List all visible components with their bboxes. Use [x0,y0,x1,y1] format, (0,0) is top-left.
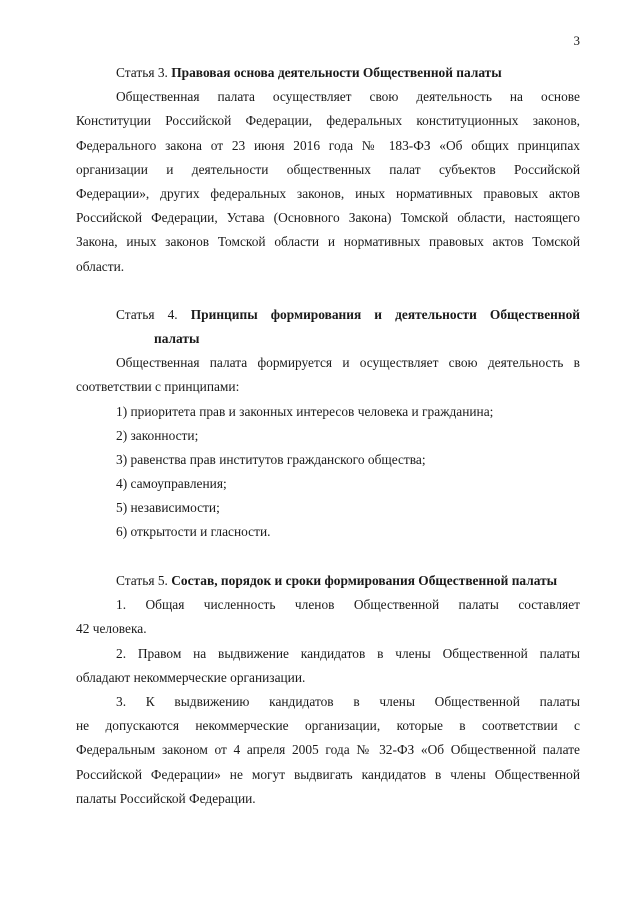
article5-paragraph2-line: обладают некоммерческие организации. [76,670,306,685]
article5-paragraph1-line: 42 человека. [76,621,147,636]
article4-intro-line: соответствии с принципами: [76,379,240,394]
article5-label: Статья 5. [116,573,168,588]
article5-paragraph3-line: Федеральным законом от 4 апреля 2005 года № 32-ФЗ «Об Общественной палате [76,742,580,757]
article4-title-continued [76,331,580,347]
article5-title: Состав, порядок и сроки формирования Общественной палаты [171,573,558,588]
article3-heading [76,65,580,81]
article5-heading [76,573,580,589]
article3-line: Конституции Российской Федерации, федеральных конституционных законов, [76,113,580,128]
article4-title-line2: палаты [154,331,200,346]
article5-paragraph3-line: палаты Российской Федерации. [76,791,256,806]
page-number: 3 [573,33,580,48]
article4-label: Статья 4. [116,307,178,322]
article4-principle-item: 5) независимости; [116,500,220,515]
article4-principle-item: 4) самоуправления; [116,476,227,491]
article4-principle-item: 3) равенства прав институтов гражданского общества; [116,452,426,467]
article4-principle-item: 6) открытости и гласности. [116,524,271,539]
article3-line: Федерации», других федеральных законов, иных нормативных правовых актов [76,186,580,201]
article3-line: Российской Федерации, Устава (Основного Закона) Томской области, настоящего [76,210,580,225]
article4-heading [76,307,580,323]
article3-line: Федерального закона от 23 июня 2016 года № 183-ФЗ «Об общих принципах [76,138,580,153]
article5-paragraph1-line: 1. Общая численность членов Общественной палаты составляет [116,597,580,612]
article3-line: организации и деятельности общественных палат субъектов Российской [76,162,580,177]
article5-paragraph2-line: 2. Правом на выдвижение кандидатов в члены Общественной палаты [116,646,580,661]
article3-line: области. [76,259,125,274]
article5-paragraph3-line: не допускаются некоммерческие организации, которые в соответствии с [76,718,580,733]
article5-paragraph3-line: Российской Федерации» не могут выдвигать кандидатов в члены Общественной [76,767,580,782]
article4-principle-item: 1) приоритета прав и законных интересов человека и гражданина; [116,404,494,419]
article3-line: Закона, иных законов Томской области и нормативных правовых актов Томской [76,234,580,249]
article4-title: Принципы формирования и деятельности Общественной [190,307,580,322]
article3-line: Общественная палата осуществляет свою деятельность на основе [116,89,580,104]
article3-label: Статья 3. [116,65,168,80]
article3-title: Правовая основа деятельности Общественной палаты [171,65,502,80]
article4-principle-item: 2) законности; [116,428,199,443]
article4-intro-line: Общественная палата формируется и осуществляет свою деятельность в [116,355,580,370]
article5-paragraph3-line: 3. К выдвижению кандидатов в члены Общественной палаты [116,694,580,709]
